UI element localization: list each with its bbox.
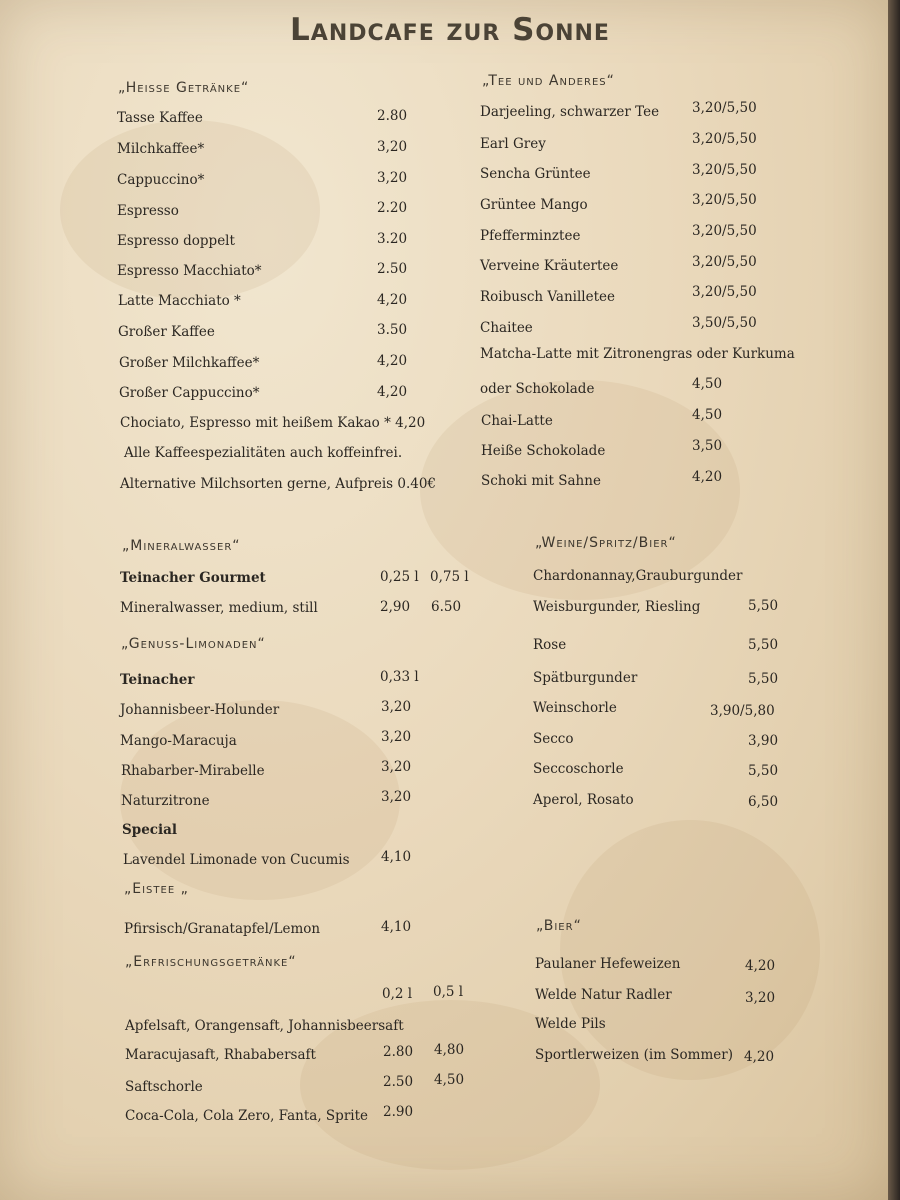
menu-item-price: 3,20/5,50 [692, 192, 757, 208]
menu-item-price: 2.20 [377, 200, 408, 216]
menu-item-name: Apfelsaft, Orangensaft, Johannisbeersaft [125, 1018, 404, 1034]
menu-item-name: Großer Cappuccino* [119, 385, 260, 401]
menu-item-price: 4,20 [377, 353, 408, 369]
menu-item-price: 3,90/5,80 [710, 703, 775, 719]
tee-heading: „Tee und Anderes“ [482, 73, 615, 89]
menu-item-price: 4,50 [434, 1072, 465, 1088]
menu-item-price: 3,20 [381, 789, 412, 805]
weine-heading: „Weine/Spritz/Bier“ [535, 535, 677, 551]
menu-item-name: Rhabarber-Mirabelle [121, 763, 265, 779]
page-title: Landcafe zur Sonne [290, 12, 610, 48]
menu-item-price: 2,90 [380, 599, 411, 615]
menu-item-price: 5,50 [748, 763, 779, 779]
menu-item-name: Pfirsisch/Granatapfel/Lemon [124, 921, 321, 937]
menu-item-price: 3,20 [377, 170, 408, 186]
menu-item-name: Seccoschorle [533, 761, 624, 777]
menu-item-name: Großer Milchkaffee* [119, 355, 260, 371]
menu-item-price: 3,20/5,50 [692, 162, 757, 178]
menu-item-name: Darjeeling, schwarzer Tee [480, 104, 660, 120]
menu-item-name: Mineralwasser, medium, still [120, 600, 318, 616]
page-edge [888, 0, 900, 1200]
milchsorten-note: Alternative Milchsorten gerne, Aufpreis 0.40€ [120, 476, 437, 492]
menu-item-name: Tasse Kaffee [117, 110, 203, 126]
bier-heading: „Bier“ [536, 918, 582, 934]
menu-item-price: 4,20 [377, 384, 408, 400]
teinacher-gourmet-label: Teinacher Gourmet [120, 570, 266, 586]
menu-item-name: Pfefferminztee [480, 228, 581, 244]
menu-item-price: 4,20 [744, 1049, 775, 1065]
menu-item-price: 4,20 [692, 469, 723, 485]
eistee-heading: „Eistee „ [124, 881, 189, 897]
menu-item-name: Grüntee Mango [480, 197, 588, 213]
menu-item-price: 4,80 [434, 1042, 465, 1058]
menu-item-name: Chaitee [480, 320, 533, 336]
menu-item-name: Rose [533, 637, 567, 653]
menu-item-name: Earl Grey [480, 136, 546, 152]
size-label: 0,2 l [382, 986, 413, 1002]
menu-item-price: 4,10 [381, 849, 412, 865]
menu-item-name: Schoki mit Sahne [481, 473, 601, 489]
menu-item-name: Mango-Maracuja [120, 733, 237, 749]
size-label: 0,75 l [430, 569, 469, 585]
size-label: 0,33 l [380, 669, 419, 685]
menu-item-price: 3,50 [692, 438, 723, 454]
menu-item-price: 3,20/5,50 [692, 223, 757, 239]
menu-item-price: 4,50 [692, 407, 723, 423]
menu-item-name: Espresso Macchiato* [117, 263, 262, 279]
menu-item-price: 3,50/5,50 [692, 315, 757, 331]
menu-item-price: 3,20/5,50 [692, 254, 757, 270]
menu-item-price: 2.50 [383, 1074, 414, 1090]
teinacher-label: Teinacher [120, 672, 195, 688]
matcha-line-2: oder Schokolade [480, 381, 595, 397]
size-label: 0,5 l [433, 984, 464, 1000]
menu-item-price: 3,20 [381, 759, 412, 775]
special-label: Special [122, 822, 178, 838]
menu-item-name: Heiße Schokolade [481, 443, 606, 459]
menu-item-name: Milchkaffee* [117, 141, 205, 157]
matcha-line: Matcha-Latte mit Zitronengras oder Kurkuma [480, 346, 795, 362]
menu-item-name: Sencha Grüntee [480, 166, 591, 182]
menu-item-name: Saftschorle [125, 1079, 203, 1095]
menu-item-price: 3.50 [377, 322, 408, 338]
menu-item-name: Welde Natur Radler [535, 987, 672, 1003]
menu-item-price: 3,20/5,50 [692, 100, 757, 116]
menu-item-price: 2.50 [377, 261, 408, 277]
heisse-getraenke-heading: „Heisse Getränke“ [118, 80, 250, 96]
menu-item-name: Weinschorle [533, 700, 617, 716]
menu-item-price: 3,20 [377, 139, 408, 155]
menu-item-price: 3,20/5,50 [692, 131, 757, 147]
limonaden-heading: „Genuss-Limonaden“ [121, 636, 266, 652]
menu-item-name: Aperol, Rosato [533, 792, 634, 808]
menu-item-price: 5,50 [748, 598, 779, 614]
menu-item-name: Secco [533, 731, 574, 747]
menu-item-price: 3,20 [745, 990, 776, 1006]
menu-item-name: Paulaner Hefeweizen [535, 956, 681, 972]
menu-item-name: Chai-Latte [481, 413, 553, 429]
menu-item-price: 2.90 [383, 1104, 414, 1120]
size-label: 0,25 l [380, 569, 419, 585]
menu-item-name: Naturzitrone [121, 793, 210, 809]
menu-item-price: 5,50 [748, 671, 779, 687]
menu-item-price: 3,20 [381, 729, 412, 745]
menu-item-price: 2.80 [383, 1044, 414, 1060]
menu-item-name: Coca-Cola, Cola Zero, Fanta, Sprite [125, 1108, 369, 1124]
menu-item-price: 6.50 [431, 599, 462, 615]
menu-item-name: Spätburgunder [533, 670, 638, 686]
menu-item-price: 6,50 [748, 794, 779, 810]
menu-item-price: 4,20 [377, 292, 408, 308]
menu-item-price: 4,20 [745, 958, 776, 974]
menu-item-name: Latte Macchiato * [118, 293, 241, 309]
menu-item-name: Lavendel Limonade von Cucumis [123, 852, 350, 868]
menu-item-price: 3,20 [381, 699, 412, 715]
menu-item-price: 3,20/5,50 [692, 284, 757, 300]
menu-item-name: Chardonannay,Grauburgunder [533, 568, 743, 584]
erfrischung-heading: „Erfrischungsgetränke“ [125, 954, 297, 970]
menu-item-price: 3.20 [377, 231, 408, 247]
chociato-line: Chociato, Espresso mit heißem Kakao * 4,20 [120, 415, 426, 431]
koffeinfrei-note: Alle Kaffeespezialitäten auch koffeinfrei. [124, 445, 403, 461]
menu-item-name: Welde Pils [535, 1016, 606, 1032]
menu-item-name: Roibusch Vanilletee [480, 289, 616, 305]
menu-item-name: Espresso [117, 203, 179, 219]
menu-item-name: Großer Kaffee [118, 324, 215, 340]
menu-item-name: Sportlerweizen (im Sommer) [535, 1047, 733, 1063]
menu-item-price: 5,50 [748, 637, 779, 653]
menu-item-price: 2.80 [377, 108, 408, 124]
menu-item-name: Weisburgunder, Riesling [533, 599, 701, 615]
menu-item-name: Maracujasaft, Rhababersaft [125, 1047, 316, 1063]
menu-item-name: Johannisbeer-Holunder [120, 702, 280, 718]
menu-item-name: Verveine Kräutertee [480, 258, 619, 274]
menu-item-price: 4,10 [381, 919, 412, 935]
mineralwasser-heading: „Mineralwasser“ [122, 538, 241, 554]
menu-item-name: Cappuccino* [117, 172, 205, 188]
menu-item-price: 3,90 [748, 733, 779, 749]
menu-item-price: 4,50 [692, 376, 723, 392]
menu-item-name: Espresso doppelt [117, 233, 235, 249]
